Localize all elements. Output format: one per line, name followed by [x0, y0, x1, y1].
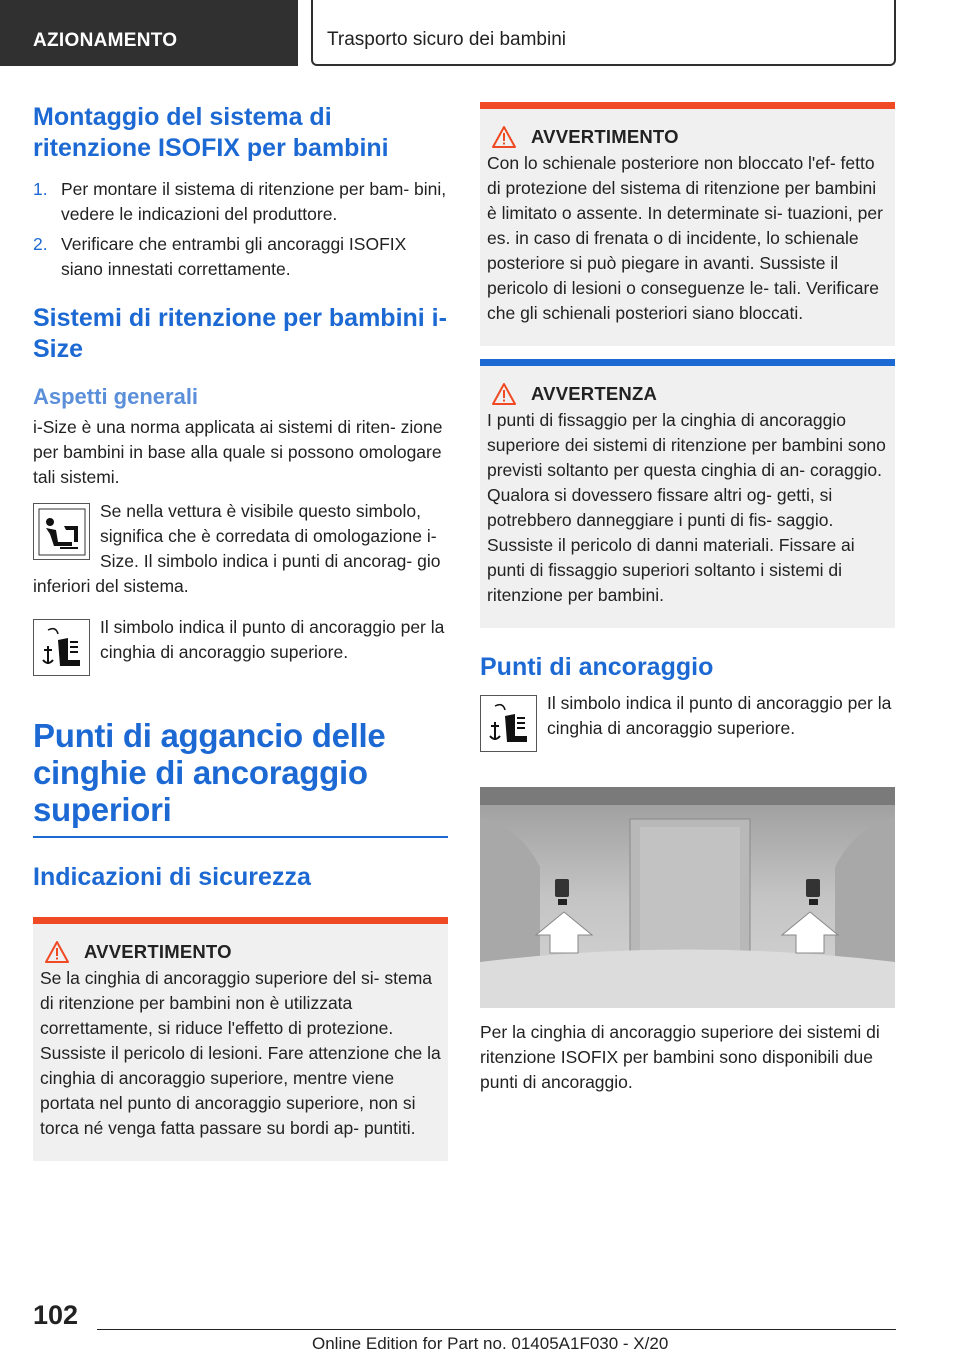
- isofix-heading: Montaggio del sistema di ritenzione ISOFIX per bambini: [33, 103, 389, 162]
- trunk-anchor-photo: [480, 787, 895, 1008]
- tether-symbol-row: [33, 615, 448, 679]
- heading-rule: [33, 836, 448, 838]
- step-text: Verificare che entrambi gli ancoraggi ISOFIX siano innestati correttamente.: [61, 234, 407, 279]
- general-text: i-Size è una norma applicata ai sistemi di riten- zione per bambini in base alla quale si possono omologare tali sistemi.: [33, 417, 443, 487]
- top-tether-anchor-icon: [33, 619, 90, 676]
- footer-edition: Online Edition for Part no. 01405A1F030 - X/20: [312, 1334, 669, 1353]
- warning-title: AVVERTIMENTO: [84, 941, 232, 962]
- isize-heading: Sistemi di ritenzione per bambini i-Size: [33, 304, 447, 363]
- warning-title: AVVERTIMENTO: [531, 126, 679, 147]
- left-column: [33, 102, 448, 1161]
- warning-triangle-icon: [491, 125, 517, 149]
- step-number: 2.: [33, 234, 48, 254]
- right-column: [480, 102, 895, 1095]
- isize-seat-icon: [33, 503, 90, 560]
- isize-symbol-row: [33, 499, 448, 599]
- list-item: [33, 232, 448, 282]
- step-number: 1.: [33, 179, 48, 199]
- tether-symbol-text: Il simbolo indica il punto di ancoraggio per la cinghia di ancoraggio superiore.: [100, 617, 445, 662]
- header-chapter-tab: [311, 0, 896, 66]
- warning-text: Se la cinghia di ancoraggio superiore del si- stema di ritenzione per bambini non è utilizzata correttamente, si riduce l'effetto di protezione. Sussiste il pericolo di lesioni. Fare attenzione che la cinghia di ancoraggio superiore, mentre viene portata nel punto di ancoraggio superiore, non si torca né venga fatta passare su bordi ap- puntiti.: [40, 968, 441, 1138]
- notice-title: AVVERTENZA: [531, 383, 658, 404]
- page-number: 102: [33, 1300, 79, 1330]
- anchor-symbol-text: Il simbolo indica il punto di ancoraggio per la cinghia di ancoraggio superiore.: [547, 693, 892, 738]
- safety-heading: Indicazioni di sicurezza: [33, 863, 311, 891]
- warning-box: [480, 102, 895, 346]
- isize-symbol-text: Se nella vettura è visibile questo simbolo, significa che è corredata di omologazione i-Size. Il simbolo indica i punti di ancorag- gio inferiori del sistema.: [33, 501, 441, 596]
- header-chapter-label: Trasporto sicuro dei bambini: [327, 29, 567, 50]
- header-section-tab: [0, 0, 298, 66]
- step-text: Per montare il sistema di ritenzione per bam- bini, vedere le indicazioni del produttore.: [61, 179, 447, 224]
- top-tether-anchor-icon: [480, 695, 537, 752]
- notice-text: I punti di fissaggio per la cinghia di ancoraggio superiore dei sistemi di ritenzione per bambini sono previsti soltanto per questa cinghia di an- coraggio. Qualora si dovessero fissare altri og- getti, si potrebbero danneggiare i punti di fis- saggio. Sussiste il pericolo di danni materiali. Fissare ai punti di fissaggio superiori soltanto i sistemi di ritenzione per bambini.: [487, 410, 886, 605]
- warning-title-row: [491, 125, 888, 149]
- warning-text: Con lo schienale posteriore non bloccato l'ef- fetto di protezione del sistema di ritenzione per bambini è limitato o assente. In determinate si- tuazioni, per es. in caso di frenata o di incidente, lo schienale posteriore si può piegare in avanti. Sussiste il pericolo di lesioni o conseguenze le- tali. Verificare che gli schienali posteriori siano bloccati.: [487, 153, 883, 323]
- anchor-symbol-row: [480, 691, 895, 755]
- header-section-label: AZIONAMENTO: [33, 30, 178, 51]
- notice-title-row: [491, 382, 888, 406]
- warning-triangle-icon: [491, 382, 517, 406]
- list-item: [33, 177, 448, 227]
- upper-anchor-heading: Punti di aggancio delle cinghie di ancoraggio superiori: [33, 717, 386, 828]
- isofix-steps: [33, 177, 448, 282]
- photo-caption: Per la cinghia di ancoraggio superiore dei sistemi di ritenzione ISOFIX per bambini sono disponibili due punti di ancoraggio.: [480, 1022, 880, 1092]
- warning-box: [33, 917, 448, 1161]
- warning-title-row: [44, 940, 441, 964]
- footer-rule: [97, 1329, 896, 1330]
- warning-triangle-icon: [44, 940, 70, 964]
- general-heading: Aspetti generali: [33, 384, 199, 409]
- notice-box: [480, 359, 895, 628]
- anchor-heading: Punti di ancoraggio: [480, 653, 714, 681]
